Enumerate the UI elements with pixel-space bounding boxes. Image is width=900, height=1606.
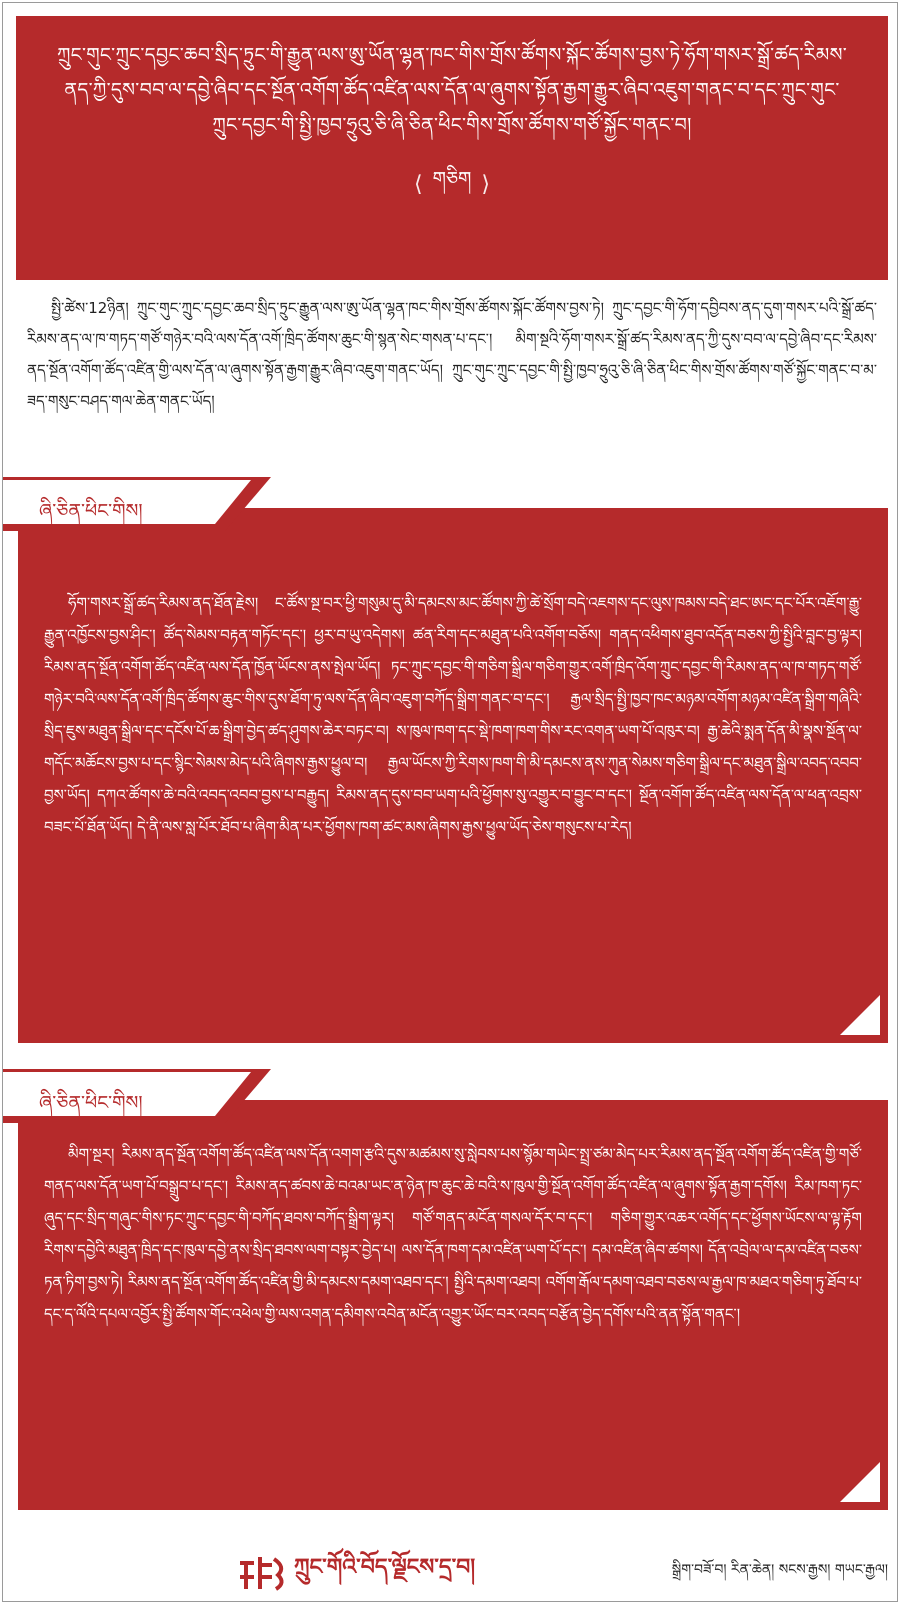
header-banner bbox=[16, 16, 888, 280]
section-1-label-tab bbox=[3, 477, 271, 531]
left-bracket-icon: ⟨ bbox=[413, 171, 423, 197]
footer-credit: སྒྲིག་བཟོ་བ། རིན་ཆེན། སངས་རྒྱས། གཡང་རྒྱལ། bbox=[671, 1562, 888, 1578]
header-title: ཀྲུང་གུང་ཀྲུང་དབྱང་ཆབ་སྲིད་ཏྲུང་གི་རྒྱུན་ལས་ཨུ་ཡོན་ལྷན་ཁང་གིས་གྲོས་ཚོགས་སྐོང་ཚོགས་བྱས་ཏེ་ཧོག་གསར་སྒྲོ་ཚད་རིམས་ནད་ཀྱི་དུས་བབ་ལ་དབྱེ་ཞིབ་དང་སྔོན་འགོག་ཚོད་འཛིན་ལས་དོན་ལ་ཞུགས་སྟོན་རྒྱག་རྒྱུར་ཞིབ་འཇུག་གནང་བ་དང་ཀྲུང་གུང་ཀྲུང་དབྱང་གི་སྤྱི་ཁྱབ་ཧྲུའུ་ཅི་ཞི་ཅིན་ཕིང་གིས་གྲོས་ཚོགས་གཙོ་སྐྱོང་གནང་བ། bbox=[57, 44, 847, 136]
corner-triangle-icon bbox=[840, 995, 880, 1035]
footer bbox=[238, 1548, 888, 1598]
header-subtitle: གཅིག bbox=[432, 168, 472, 190]
section-1-content-box bbox=[18, 508, 888, 1043]
page bbox=[2, 2, 898, 1602]
section-2-label: ཞི་ཅིན་ཕིང་གིས། bbox=[39, 1092, 143, 1114]
section-1-label: ཞི་ཅིན་ཕིང་གིས། bbox=[39, 500, 143, 522]
right-bracket-icon: ⟩ bbox=[481, 171, 491, 197]
section-1-body: ཧོག་གསར་སྒྲོ་ཚད་རིམས་ནད་ཐོན་རྗེས། ང་ཚོས་སྔ་བར་ཕྱི་གསུམ་དུ་མི་དམངས་མང་ཚོགས་ཀྱི་ཚེ་སྲོག་བདེ་འཇགས་དང་ལུས་ཁམས་བདེ་ཐང་ཨང་དང་པོར་འཇོག་རྒྱུ་རྒྱུན་འཁྱོངས་བྱས་ཤིང་། ཚོད་སེམས་བརྟན་གཏོང་དང་། ཕྱར་བ་ཡུ་འདེགས། ཚན་རིག་དང་མཐུན་པའི་འགོག་བཅོས། གནད་འཕིགས་ཐུབ་འདོན་བཅས་ཀྱི་སྤྱིའི་བླང་བྱ་ལྟར། རིམས་ནད་སྔོན་འགོག་ཚོད་འཛིན་ལས་དོན་ཁྱོན་ཡོངས་ནས་སྤེལ་ཡོད། ཏང་ཀྲུང་དབྱང་གི་གཅིག་སྒྲིལ་གཅིག་གྱུར་འགོ་ཁྲིད་འོག་ཀྲུང་དབྱང་གི་རིམས་ནད་ལ་ཁ་གཏད་གཙོ་གཉེར་བའི་ལས་དོན་འགོ་ཁྲིད་ཚོགས་ཆུང་གིས་དུས་ཐོག་ཏུ་ལས་དོན་ཞིབ་འཇུག་བཀོད་སྒྲིག་གནང་བ་དང་། རྒྱལ་སྲིད་སྤྱི་ཁྱབ་ཁང་མཉམ་འགོག་མཉམ་འཛིན་སྒྲིག་གཞིའི་སྲིད་ཇུས་མཐུན་སྒྲིལ་དང་དངོས་པོ་ཆ་སྒྲིག་བྱེད་ཚད་ཤུགས་ཆེར་བཏང་བ། ས་ཁུལ་ཁག་དང་སྡེ་ཁག་ཁག་གིས་རང་འགན་ཡག་པོ་འཁུར་བ། རྒྱ་ཆེའི་སྨན་དོན་མི་སྣས་སྔོན་ལ་གདོང་མཆོངས་བྱས་པ་དང་སྙིང་སེམས་མེད་པའི་ཞིགས་རྒྱས་ཕྱུལ་བ། རྒྱལ་ཡོངས་ཀྱི་རིགས་ཁག་གི་མི་དམངས་ནས་ཀུན་སེམས་གཅིག་སྒྲིལ་དང་མཐུན་སྒྲིལ་འབད་འབབ་བྱས་ཡོད། དཀའ་ཚོགས་ཆེ་བའི་འབད་འབབ་བྱས་པ་བརྒྱུད། རིམས་ནད་དུས་བབ་ཡག་པའི་ཕྱོགས་སུ་འགྱུར་བ་བྱུང་བ་དང་། སྔོན་འགོག་ཚོད་འཛིན་ལས་དོན་ལ་ཕན་འབྲས་བཟང་པོ་ཐོན་ཡོད། དེ་ནི་ལས་སླ་པོར་ཐོབ་པ་ཞིག་མིན་པར་ཕྱོགས་ཁག་ཚང་མས་ཞིགས་རྒྱས་ཕྱུལ་ཡོད་ཅེས་གསུངས་པ་རེད། bbox=[44, 594, 862, 836]
header-subtitle-group bbox=[414, 157, 490, 211]
intro-paragraph: སྤྱི་ཚེས་12ཉིན། ཀྲུང་གུང་ཀྲུང་དབྱང་ཆབ་སྲིད་ཏྲུང་རྒྱུན་ལས་ཨུ་ཡོན་ལྷན་ཁང་གིས་གྲོས་ཚོགས་སྐོང་ཚོགས་བྱས་ཏེ། ཀྲུང་དབྱང་གི་ཧོག་དབྱིབས་ནད་དུག་གསར་པའི་སྒྲོ་ཚད་རིམས་ནད་ལ་ཁ་གཏད་གཙོ་གཉེར་བའི་ལས་དོན་འགོ་ཁྲིད་ཚོགས་ཆུང་གི་སྙན་སེང་གསན་པ་དང་། མིག་སྔའི་ཧོག་གསར་སྒྲོ་ཚད་རིམས་ནད་ཀྱི་དུས་བབ་ལ་དབྱེ་ཞིབ་དང་རིམས་ནད་སྔོན་འགོག་ཚོད་འཛིན་གྱི་ལས་དོན་ལ་ཞུགས་སྟོན་རྒྱག་རྒྱུར་ཞིབ་འཇུག་གནང་ཡོད། ཀྲུང་གུང་ཀྲུང་དབྱང་གི་སྤྱི་ཁྱབ་ཧྲུའུ་ཅི་ཞི་ཅིན་ཕིང་གིས་གྲོས་ཚོགས་གཙོ་སྐྱོང་གནང་བ་མ་ཟད་གསུང་བཤད་གལ་ཆེན་གནང་ཡོད། bbox=[27, 299, 877, 410]
corner-triangle-icon bbox=[840, 1462, 880, 1502]
footer-org-name: ཀྲུང་གོའི་བོད་ལྗོངས་དྲ་བ། bbox=[294, 1555, 476, 1580]
section-2-content-box bbox=[18, 1100, 888, 1510]
site-logo-icon bbox=[238, 1553, 288, 1593]
section-2-body: མིག་སྔར། རིམས་ནད་སྔོན་འགོག་ཚོད་འཛིན་ལས་དོན་འགག་རྩའི་དུས་མཚམས་སུ་སླེབས་པས་སྙོམ་གཡེང་སྤྲ་ཙམ་མེད་པར་རིམས་ནད་སྔོན་འགོག་ཚོད་འཛིན་གྱི་གཙོ་གནད་ལས་དོན་ཡག་པོ་བསྒྲུབ་པ་དང་། རིམས་ནད་ཚབས་ཆེ་བའམ་ཡང་ན་ཉེན་ཁ་ཆུང་ཆེ་བའི་ས་ཁུལ་གྱི་སྔོན་འགོག་ཚོད་འཛིན་ལ་ཞུགས་སྟོན་རྒྱག་དགོས། རིམ་ཁག་ཏང་ཞུད་དང་སྲིད་གཞུང་གིས་ཏང་ཀྲུང་དབྱང་གི་བཀོད་ཐབས་བཀོད་སྒྲིག་ལྟར། གཙོ་གནད་མངོན་གསལ་དོར་བ་དང་། གཅིག་གྱུར་འཆར་འགོད་དང་ཕྱོགས་ཡོངས་ལ་ལྟ་རྟོག རིགས་དབྱེའི་མཐུན་ཁྲིད་དང་ཁུལ་དབྱེ་ནས་སྲིད་ཐབས་ལག་བསྟར་བྱེད་པ། ལས་དོན་ཁག་དམ་འཛིན་ཡག་པོ་དང་། དམ་འཛིན་ཞིབ་ཚགས། དོན་འབྲེལ་ལ་དམ་འཛིན་བཅས་ཏན་ཏིག་བྱས་ཏེ། རིམས་ནད་སྔོན་འགོག་ཚོད་འཛིན་གྱི་མི་དམངས་དམག་འཐབ་དང་། སྤྱིའི་དམག་འཐབ། འགོག་རྒོལ་དམག་འཐབ་བཅས་ལ་རྒྱལ་ཁ་མཐའ་གཅིག་ཏུ་ཐོབ་པ་དང་ད་ལོའི་དཔལ་འབྱོར་སྤྱི་ཚོགས་གོང་འཕེལ་གྱི་ལས་འགན་དམིགས་འབེན་མངོན་འགྱུར་ཡོང་བར་འབད་བརྩོན་བྱེད་དགོས་པའི་ནན་སྟོན་གནང་། bbox=[44, 1145, 862, 1323]
section-2-label-tab bbox=[3, 1069, 271, 1123]
